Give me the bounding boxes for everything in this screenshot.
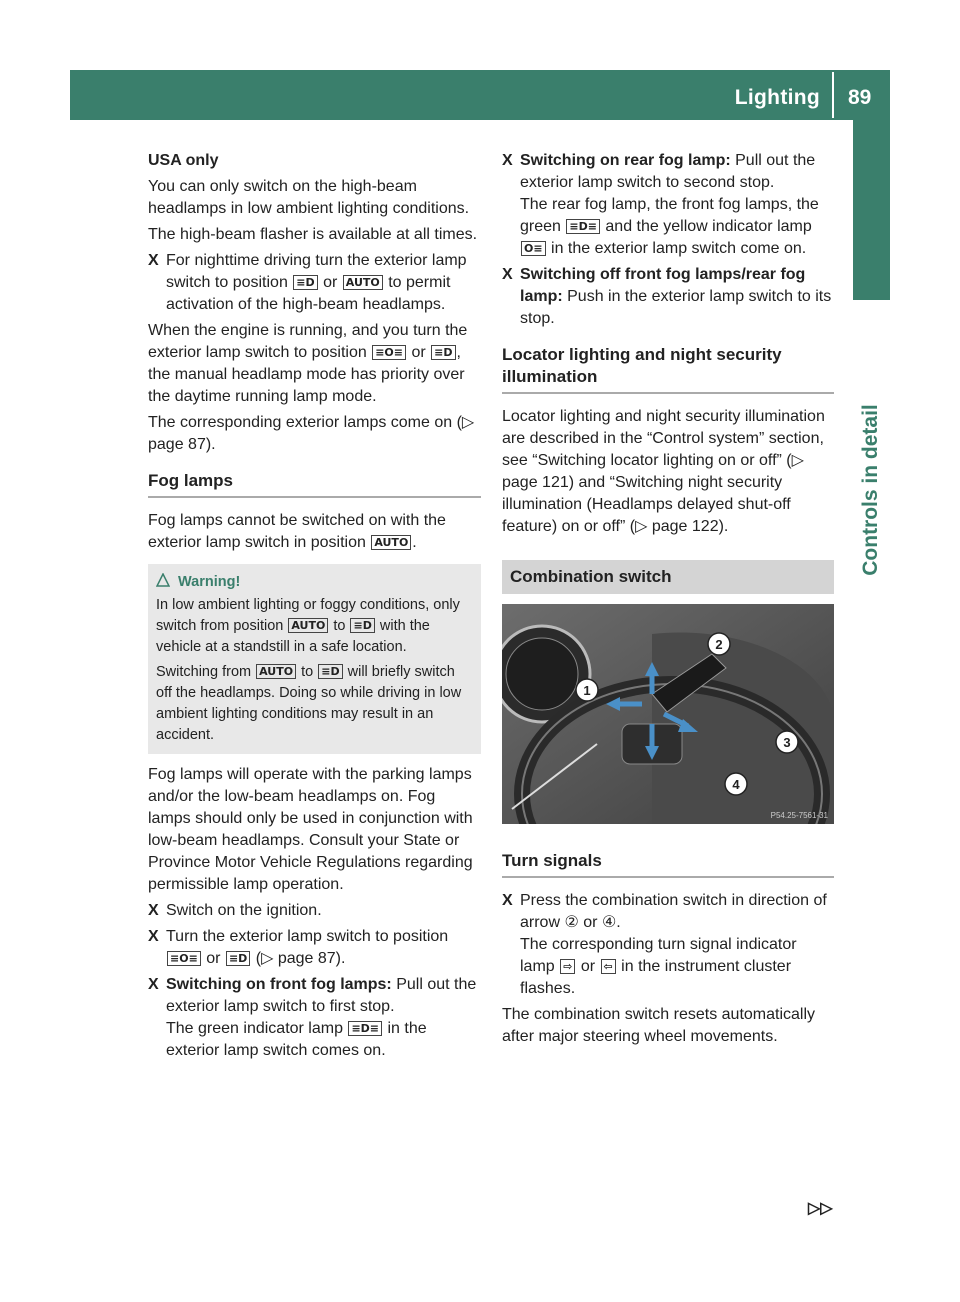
engine-text-a: When the engine is running, and you turn the exterior lamp switch to position bbox=[148, 322, 468, 361]
bullet-bold: Switching off front fog lamps/rear fog lamp: bbox=[520, 266, 806, 305]
bullet-text: and the yellow indicator lamp bbox=[605, 218, 812, 235]
bullet-text: in the exterior lamp switch comes on. bbox=[166, 1020, 427, 1059]
bullet-mark: X bbox=[502, 892, 513, 909]
bullet-text: or bbox=[206, 950, 221, 967]
rear-fog-icon: O≡ bbox=[521, 241, 546, 256]
circle-4-glyph: ④ bbox=[601, 914, 617, 931]
fog-text-b: . bbox=[412, 534, 417, 551]
low-beam-icon: ≡D bbox=[431, 345, 455, 360]
list-item bbox=[148, 900, 481, 922]
low-beam-icon: ≡D bbox=[293, 275, 317, 290]
auto-icon: AUTO bbox=[343, 275, 383, 290]
flasher-text: The high-beam flasher is available at all times. bbox=[148, 226, 478, 243]
side-tab-label: Controls in detail bbox=[859, 404, 882, 576]
bullet-mark: X bbox=[148, 902, 159, 919]
low-beam-icon: ≡D bbox=[350, 618, 374, 633]
callout-2: 2 bbox=[715, 637, 723, 652]
warning-text: with the vehicle at a standstill in a safe location. bbox=[156, 618, 430, 655]
bullet-text: or bbox=[583, 914, 598, 931]
page-title: Lighting bbox=[734, 86, 820, 109]
callout-4: 4 bbox=[732, 777, 740, 792]
fog-intro bbox=[148, 510, 481, 554]
bullet-bold: Switching on front fog lamps: bbox=[166, 976, 392, 993]
fog-text-a: Fog lamps cannot be switched on with the exterior lamp switch in position bbox=[148, 512, 446, 551]
auto-icon: AUTO bbox=[288, 618, 328, 633]
fog-operate-text: Fog lamps will operate with the parking lamps and/or the low-beam headlamps on. Fog lamps should only be used in conjunction with low-beam headlamps. Consult your State or Province Motor Vehicle Regulations regarding permissible lamp operation. bbox=[148, 766, 473, 893]
locator-heading: Locator lighting and night security illumination bbox=[502, 344, 834, 394]
bullet-text: The rear fog lamp, the front fog lamps, the green bbox=[520, 196, 819, 235]
list-item bbox=[502, 890, 834, 1000]
reset-text: The combination switch resets automatically after major steering wheel movements. bbox=[502, 1006, 816, 1045]
usa-text: You can only switch on the high-beam headlamps in low ambient lighting conditions. bbox=[148, 178, 470, 217]
bullet-text: or bbox=[323, 274, 338, 291]
low-beam-icon: ≡D bbox=[318, 664, 342, 679]
warning-text: In low ambient lighting or foggy conditions, only switch from position bbox=[156, 597, 460, 634]
figure-code: P54.25-7561-31 bbox=[770, 811, 828, 820]
bullet-text: Pull out the exterior lamp switch to first stop. bbox=[166, 976, 477, 1015]
bullet-text: to permit activation of the high-beam headlamps. bbox=[166, 274, 451, 313]
corresponding-text: The corresponding exterior lamps come on (▷ page 87). bbox=[148, 414, 475, 453]
turn-left-icon: ⇦ bbox=[601, 959, 616, 974]
locator-text: Locator lighting and night security illumination are described in the “Control system” section, see “Switching locator lighting on or off” (▷ page 121) and “Switching night security illumination (Headlamps delayed shut-off feature) on or off” (▷ page 122). bbox=[502, 408, 825, 535]
header-divider bbox=[832, 72, 834, 118]
list-item bbox=[148, 926, 481, 970]
warning-p1 bbox=[156, 595, 473, 658]
turn-right-icon: ⇨ bbox=[560, 959, 575, 974]
bullet-text: or bbox=[580, 958, 596, 975]
bullet-mark: X bbox=[148, 976, 159, 993]
callout-1: 1 bbox=[583, 683, 591, 698]
bullet-mark: X bbox=[148, 928, 159, 945]
usa-heading: USA only bbox=[148, 152, 219, 169]
bullet-mark: X bbox=[148, 252, 159, 269]
combination-switch-heading: Combination switch bbox=[502, 560, 834, 594]
bullet-mark: X bbox=[502, 152, 513, 169]
list-item bbox=[148, 974, 481, 1062]
bullet-text: in the exterior lamp switch come on. bbox=[551, 240, 807, 257]
warning-text: to bbox=[333, 618, 346, 634]
bullet-text: Switch on the ignition. bbox=[166, 902, 322, 919]
side-tab-box bbox=[853, 120, 890, 300]
combination-switch-figure bbox=[502, 604, 834, 824]
parking-lamp-icon: ≡O≡ bbox=[372, 345, 406, 360]
parking-lamp-icon: ≡O≡ bbox=[167, 951, 201, 966]
bullet-text: in the instrument cluster flashes. bbox=[520, 958, 792, 997]
bullet-text: Pull out the exterior lamp switch to second stop. bbox=[520, 152, 816, 191]
bullet-text: Turn the exterior lamp switch to position bbox=[166, 928, 449, 945]
callout-3: 3 bbox=[783, 735, 791, 750]
engine-text-c: , the manual headlamp mode has priority over the daytime running lamp mode. bbox=[148, 344, 465, 405]
engine-text-b: or bbox=[411, 344, 426, 361]
circle-2-glyph: ② bbox=[564, 914, 579, 931]
bullet-text: The corresponding turn signal indicator lamp bbox=[520, 936, 797, 975]
left-column bbox=[148, 150, 481, 1066]
engine-text bbox=[148, 320, 481, 408]
bullet-text: The green indicator lamp bbox=[166, 1020, 343, 1037]
bullet-text: Press the combination switch in direction of arrow bbox=[520, 892, 827, 931]
warning-icon bbox=[156, 573, 170, 587]
page-number: 89 bbox=[848, 86, 872, 109]
continue-arrow-icon: ▷▷ bbox=[808, 1200, 833, 1217]
bullet-mark: X bbox=[502, 266, 513, 283]
warning-title bbox=[156, 572, 473, 593]
auto-icon: AUTO bbox=[256, 664, 296, 679]
bullet-text: Push in the exterior lamp switch to its stop. bbox=[520, 288, 832, 327]
warning-title-text: Warning! bbox=[178, 574, 241, 590]
bullet-text: For nighttime driving turn the exterior lamp switch to position bbox=[166, 252, 467, 291]
warning-text: to bbox=[301, 664, 314, 680]
right-column bbox=[502, 150, 834, 1052]
list-item bbox=[502, 264, 834, 330]
warning-box bbox=[148, 564, 481, 754]
low-beam-icon: ≡D bbox=[226, 951, 250, 966]
list-item bbox=[502, 150, 834, 260]
warning-p2 bbox=[156, 662, 473, 746]
auto-icon: AUTO bbox=[371, 535, 411, 550]
bullet-bold: Switching on rear fog lamp: bbox=[520, 152, 731, 169]
front-fog-icon: ≡D≡ bbox=[348, 1021, 382, 1036]
warning-text: will briefly switch off the headlamps. Doing so while driving in low ambient lighting conditions may result in an accident. bbox=[156, 664, 462, 743]
warning-text: Switching from bbox=[156, 664, 252, 680]
list-item bbox=[148, 250, 481, 316]
bullet-text: (▷ page 87). bbox=[255, 950, 346, 967]
turn-signals-heading: Turn signals bbox=[502, 850, 834, 878]
combination-switch-illustration bbox=[502, 604, 834, 824]
bullet-text: . bbox=[616, 914, 621, 931]
front-fog-icon: ≡D≡ bbox=[566, 219, 600, 234]
fog-lamps-heading: Fog lamps bbox=[148, 470, 481, 498]
